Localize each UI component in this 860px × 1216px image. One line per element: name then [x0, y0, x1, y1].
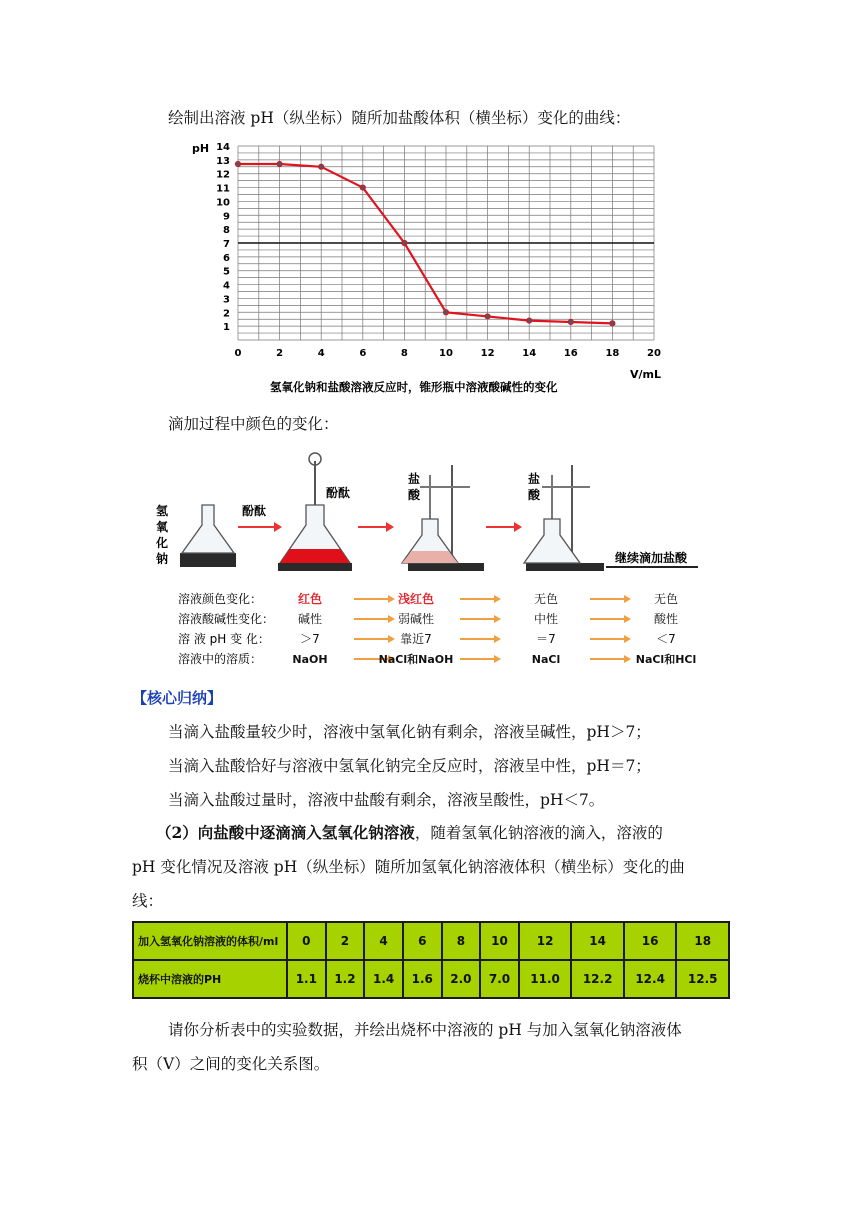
process-cell: ＞7 [300, 632, 320, 646]
process-cell: 碱性 [297, 612, 323, 626]
table-row [133, 960, 729, 998]
process-arrowhead [624, 655, 631, 663]
process-arrowhead [494, 615, 501, 623]
row1-header: 加入氢氧化钠溶液的体积/ml [133, 922, 287, 960]
process-cell: ＜7 [656, 632, 676, 646]
solution-label-1: 氢 [156, 504, 169, 518]
indicator-label-2: 酚酞 [326, 486, 351, 500]
naoh-ph-data-table [132, 921, 730, 999]
paragraph-task-line2: 积（V）之间的变化关系图。 [132, 1055, 330, 1073]
data-point [527, 318, 532, 323]
process-arrowhead [624, 635, 631, 643]
paragraph-color-intro: 滴加过程中颜色的变化： [168, 415, 339, 433]
x-tick-label: 14 [522, 348, 537, 359]
y-tick-label: 12 [216, 169, 230, 181]
process-row-label: 溶 液 pH 变 化： [178, 632, 270, 646]
ph-curve-chart [192, 140, 672, 402]
table-cell: 14 [571, 922, 624, 960]
solution-label-3: 化 [156, 536, 169, 550]
arrow-3-icon [486, 522, 522, 532]
arrow-1-icon [238, 522, 282, 532]
table-cell: 12.4 [624, 960, 677, 998]
summary-line-2: 当滴入盐酸恰好与溶液中氢氧化钠完全反应时，溶液呈中性，pH＝7； [168, 757, 651, 775]
table-cell: 8 [442, 922, 481, 960]
y-tick-label: 4 [223, 280, 230, 292]
x-tick-label: 16 [563, 348, 578, 359]
solution-label-2: 氧 [156, 520, 169, 534]
x-tick-labels [235, 348, 661, 359]
continue-label: 继续滴加盐酸 [615, 551, 688, 565]
x-tick-label: 10 [439, 348, 453, 359]
table-cell: 1.6 [403, 960, 442, 998]
y-tick-label: 11 [216, 183, 230, 195]
x-tick-label: 8 [400, 348, 408, 359]
summary-line-3: 当滴入盐酸过量时，溶液中盐酸有剩余，溶液呈酸性，pH＜7。 [168, 791, 605, 809]
process-arrowhead [388, 635, 395, 643]
indicator-label: 酚酞 [242, 504, 267, 518]
row2-header: 烧杯中溶液的PH [133, 960, 287, 998]
process-cell: 酸性 [653, 612, 679, 626]
process-arrowhead [388, 615, 395, 623]
process-cell: NaCl [531, 653, 561, 666]
x-tick-label: 6 [359, 348, 367, 359]
table-cell: 2 [326, 922, 365, 960]
x-tick-label: 18 [605, 348, 620, 359]
acid-label-2a: 盐 [528, 472, 541, 486]
process-cell: NaOH [292, 653, 328, 666]
acid-label-1b: 酸 [408, 488, 421, 502]
process-cell: 无色 [653, 592, 679, 606]
y-tick-label: 9 [223, 211, 230, 223]
x-tick-label: 20 [647, 348, 661, 359]
data-point [319, 164, 324, 169]
table-cell: 6 [403, 922, 442, 960]
flask-naoh [180, 505, 236, 567]
table-cell: 7.0 [480, 960, 519, 998]
y-tick-label: 8 [223, 225, 230, 237]
process-cell: ＝7 [536, 632, 556, 646]
table-cell: 10 [480, 922, 519, 960]
process-row-label: 溶液中的溶质： [178, 652, 263, 666]
process-cell: 红色 [297, 592, 323, 606]
y-tick-labels [216, 142, 230, 333]
paragraph-part2 [156, 821, 663, 845]
data-point [360, 185, 365, 190]
part2-rest-text: ，随着氢氧化钠溶液的滴入，溶液的 [414, 824, 663, 842]
process-arrowhead [624, 615, 631, 623]
x-tick-label: 12 [480, 348, 495, 359]
process-cell: NaCl和NaOH [378, 653, 454, 666]
flask-red [278, 453, 352, 571]
data-point [485, 314, 490, 319]
process-arrowhead [624, 595, 631, 603]
y-tick-label: 10 [216, 197, 230, 209]
table-cell: 1.1 [287, 960, 326, 998]
y-tick-label: 2 [223, 308, 230, 320]
paragraph-chart-intro: 绘制出溶液 pH（纵坐标）随所加盐酸体积（横坐标）变化的曲线： [168, 109, 631, 127]
section-heading-core-summary: 【核心归纳】 [132, 689, 223, 707]
y-tick-label: 14 [216, 142, 230, 153]
process-rows [178, 591, 696, 666]
process-arrowhead [494, 595, 501, 603]
process-row-label: 溶液酸碱性变化： [178, 612, 275, 626]
chart-caption: 氢氧化钠和盐酸溶液反应时，锥形瓶中溶液酸碱性的变化 [270, 380, 558, 394]
y-axis-label: pH [192, 142, 210, 155]
y-tick-label: 1 [223, 322, 230, 334]
table-cell: 16 [624, 922, 677, 960]
data-point [277, 161, 282, 166]
x-tick-label: 2 [276, 348, 284, 359]
process-cell: 弱碱性 [397, 612, 435, 626]
arrow-2-icon [358, 522, 394, 532]
part2-number: （2） [156, 823, 198, 842]
x-axis-label: V/mL [630, 368, 662, 381]
table-cell: 0 [287, 922, 326, 960]
table-cell: 12 [519, 922, 572, 960]
paragraph-part2-line2: pH 变化情况及溶液 pH（纵坐标）随所加氢氧化钠溶液体积（横坐标）变化的曲 [132, 858, 685, 876]
process-arrowhead [494, 635, 501, 643]
solution-label-4: 钠 [156, 552, 169, 566]
data-point [443, 310, 448, 315]
data-point [568, 319, 573, 324]
y-tick-label: 3 [223, 294, 230, 306]
process-cell: 靠近7 [400, 632, 432, 646]
y-tick-label: 6 [223, 252, 230, 264]
summary-line-1: 当滴入盐酸量较少时，溶液中氢氧化钠有剩余，溶液呈碱性，pH＞7； [168, 723, 651, 741]
table-cell: 11.0 [519, 960, 572, 998]
data-point [235, 161, 240, 166]
y-tick-label: 7 [223, 239, 230, 250]
table-cell: 1.4 [364, 960, 403, 998]
y-tick-label: 13 [216, 155, 230, 167]
x-tick-label: 4 [317, 348, 325, 359]
table-cell: 12.5 [676, 960, 729, 998]
table-cell: 18 [676, 922, 729, 960]
table-row [133, 922, 729, 960]
process-arrowhead [388, 595, 395, 603]
process-cell: NaCl和HCl [635, 653, 697, 666]
process-arrowhead [494, 655, 501, 663]
part2-bold-text: 向盐酸中逐滴滴入氢氧化钠溶液 [197, 823, 415, 842]
table-cell: 2.0 [442, 960, 481, 998]
process-row-label: 溶液颜色变化： [178, 592, 263, 606]
titration-process-diagram [150, 445, 710, 673]
acid-label-2b: 酸 [528, 488, 541, 502]
paragraph-task-line1: 请你分析表中的实验数据，并绘出烧杯中溶液的 pH 与加入氢氧化钠溶液体 [168, 1021, 682, 1039]
paragraph-part2-line3: 线： [132, 892, 164, 910]
data-point [610, 321, 615, 326]
table-cell: 12.2 [571, 960, 624, 998]
acid-label-1a: 盐 [408, 472, 421, 486]
x-tick-label: 0 [234, 348, 242, 359]
table-cell: 1.2 [326, 960, 365, 998]
process-cell: 浅红色 [397, 592, 435, 606]
data-point [402, 240, 407, 245]
process-cell: 无色 [533, 592, 559, 606]
table-cell: 4 [364, 922, 403, 960]
process-cell: 中性 [533, 612, 559, 626]
y-tick-label: 5 [223, 266, 230, 278]
